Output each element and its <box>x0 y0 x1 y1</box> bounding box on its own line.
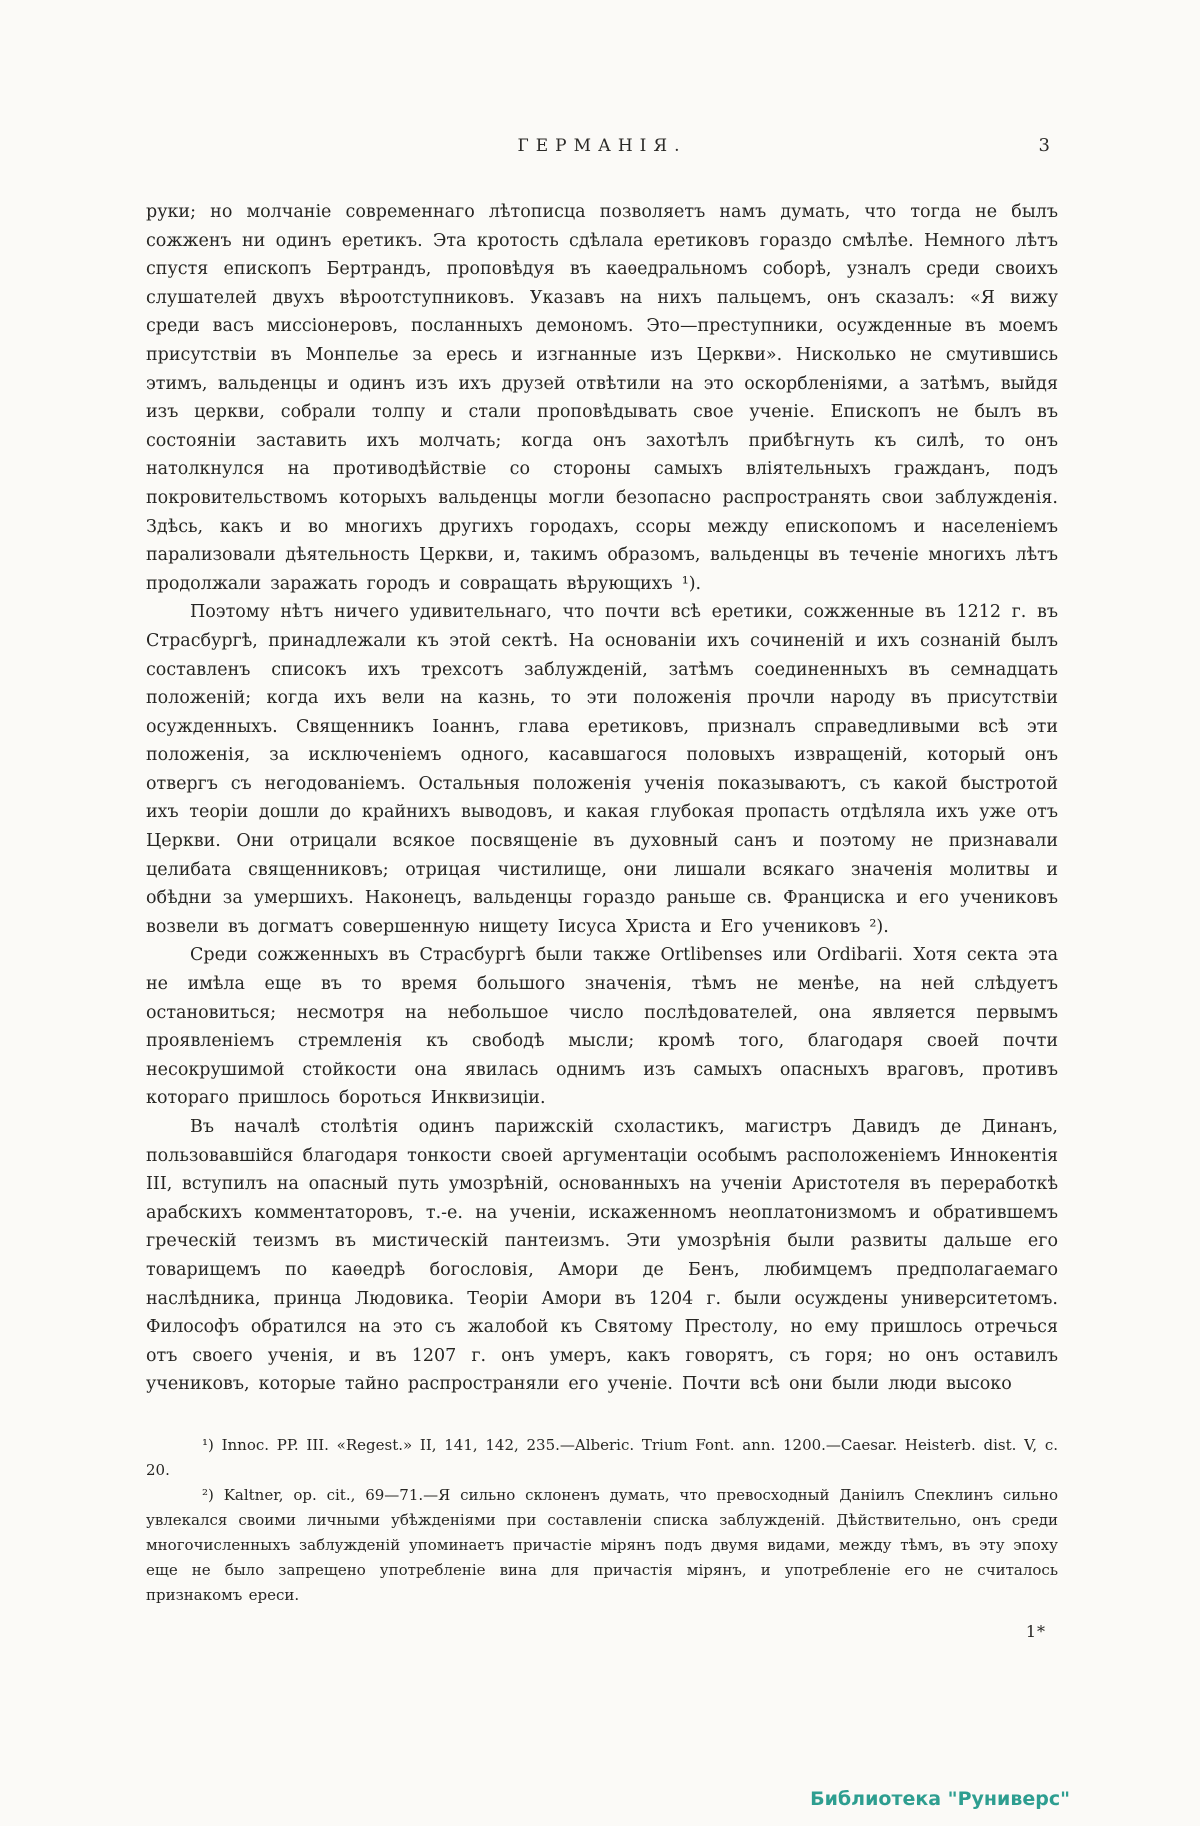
paragraph-continuation: руки; но молчаніе современнаго лѣтописца позволяетъ намъ думать, что тогда не былъ сожженъ ни одинъ еретикъ. Эта кротость сдѣлала еретиковъ гораздо смѣлѣе. Немного лѣтъ спустя епископъ Бертрандъ, проповѣдуя въ каѳедральномъ соборѣ, узналъ среди своихъ слушателей двухъ вѣроотступниковъ. Указавъ на нихъ пальцемъ, онъ сказалъ: «Я вижу среди васъ миссіонеровъ, посланныхъ демономъ. Это—преступники, осужденные въ моемъ присутствіи въ Монпелье за ересь и изгнанные изъ Церкви». Нисколько не смутившись этимъ, вальденцы и одинъ изъ ихъ друзей отвѣтили на это оскорбленіями, а затѣмъ, выйдя изъ церкви, собрали толпу и стали проповѣдывать свое ученіе. Епископъ не былъ въ состояніи заставить ихъ молчать; когда онъ захотѣлъ прибѣгнуть къ силѣ, то онъ натолкнулся на противодѣйствіе со стороны самыхъ вліятельныхъ гражданъ, подъ покровительствомъ которыхъ вальденцы могли безопасно распространять свои заблужденія. Здѣсь, какъ и во многихъ другихъ городахъ, ссоры между епископомъ и населеніемъ парализовали дѣятельность Церкви, и, такимъ образомъ, вальденцы въ теченіе многихъ лѣтъ продолжали заражать городъ и совращать вѣрующихъ ¹). <box>146 202 1058 594</box>
library-watermark: Библиотека "Руниверс" <box>810 1788 1070 1810</box>
running-title: ГЕРМАНІЯ. <box>517 136 687 156</box>
signature-mark: 1* <box>1025 1621 1046 1641</box>
footnote: ¹) Innoc. PP. III. «Regest.» II, 141, 142, 235.—Alberic. Trium Font. ann. 1200.—Caesar. Heisterb. dist. V, c. 20. <box>146 1435 1058 1479</box>
footnote: ²) Kaltner, op. cit., 69—71.—Я сильно склоненъ думать, что превосходный Даніилъ Спеклинъ сильно увлекался своими личными убѣжденіями при составленіи списка заблужденій. Дѣйствительно, онъ среди многочисленныхъ заблужденій упоминаетъ причастіе мірянъ подъ двумя видами, между тѣмъ, въ эту эпоху еще не было запрещено употребленіе вина для причастія мірянъ, и употребленіе его не считалось признакомъ ереси. <box>146 1485 1058 1604</box>
page-header <box>146 0 1058 156</box>
main-text-block <box>146 198 1058 1399</box>
footnotes-block <box>146 1433 1058 1608</box>
page-number: 3 <box>1038 135 1050 156</box>
paragraph: Среди сожженныхъ въ Страсбургѣ были также Ortlibenses или Ordibarii. Хотя секта эта не имѣла еще въ то время большого значенія, тѣмъ не менѣе, на ней слѣдуетъ остановиться; несмотря на небольшое число послѣдователей, она является первымъ проявленіемъ стремленія къ свободѣ мысли; кромѣ того, благодаря своей почти несокрушимой стойкости она явилась однимъ изъ самыхъ опасныхъ враговъ, противъ котораго пришлось бороться Инквизиціи. <box>146 945 1058 1109</box>
paragraph: Поэтому нѣтъ ничего удивительнаго, что почти всѣ еретики, сожженные въ 1212 г. въ Страсбургѣ, принадлежали къ этой сектѣ. На основаніи ихъ сочиненій и ихъ сознаній былъ составленъ списокъ ихъ трехсотъ заблужденій, затѣмъ соединенныхъ въ семнадцать положеній; когда ихъ вели на казнь, то эти положенія прочли народу въ присутствіи осужденныхъ. Священникъ Іоаннъ, глава еретиковъ, призналъ справедливыми всѣ эти положенія, за исключеніемъ одного, касавшагося половыхъ извращеній, который онъ отвергъ съ негодованіемъ. Остальныя положенія ученія показываютъ, съ какой быстротой ихъ теоріи дошли до крайнихъ выводовъ, и какая глубокая пропасть отдѣляла ихъ уже отъ Церкви. Они отрицали всякое посвященіе въ духовный санъ и поэтому не признавали целибата священниковъ; отрицая чистилище, они лишали всякаго значенія молитвы и обѣдни за умершихъ. Наконецъ, вальденцы гораздо раньше св. Франциска и его учениковъ возвели въ догматъ совершенную нищету Іисуса Христа и Его учениковъ ²). <box>146 602 1058 937</box>
paragraph: Въ началѣ столѣтія одинъ парижскій схоластикъ, магистръ Давидъ де Динанъ, пользовавшійся благодаря тонкости своей аргументаціи особымъ расположеніемъ Иннокентія III, вступилъ на опасный путь умозрѣній, основанныхъ на ученіи Аристотеля въ переработкѣ арабскихъ комментаторовъ, т.-е. на ученіи, искаженномъ неоплатонизмомъ и обратившемъ греческій теизмъ въ мистическій пантеизмъ. Эти умозрѣнія были развиты дальше его товарищемъ по каѳедрѣ богословія, Амори де Бенъ, любимцемъ предполагаемаго наслѣдника, принца Людовика. Теоріи Амори въ 1204 г. были осуждены университетомъ. Философъ обратился на это съ жалобой къ Святому Престолу, но ему пришлось отречься отъ своего ученія, и въ 1207 г. онъ умеръ, какъ говорятъ, съ горя; но онъ оставилъ учениковъ, которые тайно распространяли его ученіе. Почти всѣ они были люди высоко <box>146 1117 1058 1395</box>
